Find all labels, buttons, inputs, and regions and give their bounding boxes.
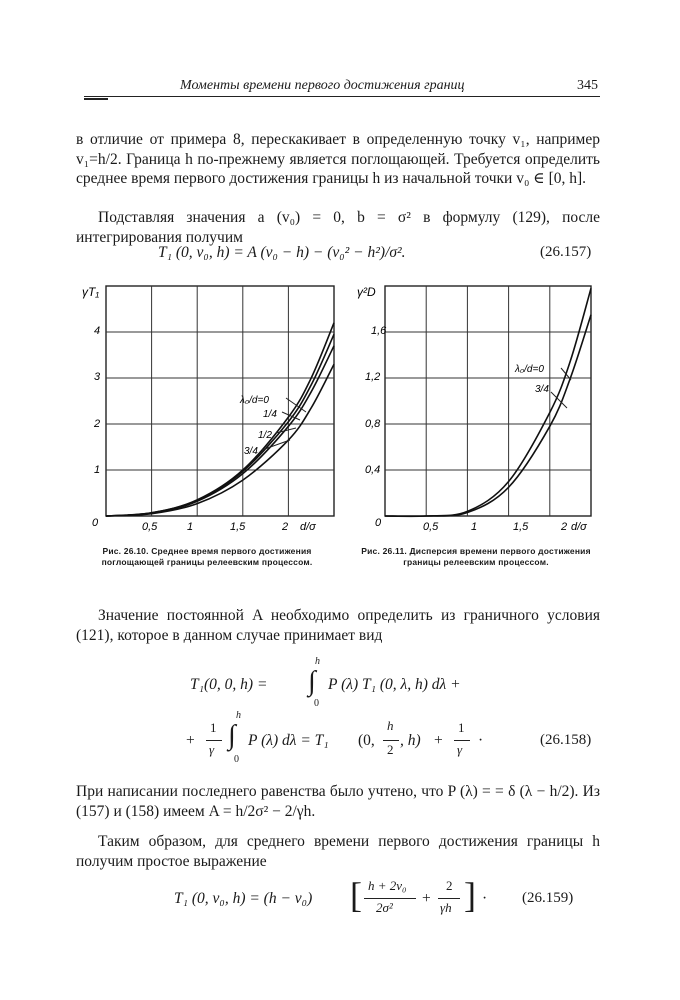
header-rule bbox=[84, 96, 600, 97]
eq158a-right: P (λ) T₁ (0, λ, h) dλ + bbox=[328, 676, 461, 693]
equation-157-number: (26.157) bbox=[540, 244, 592, 260]
fig2-ytick-4: 1,6 bbox=[371, 325, 387, 337]
fig2-ytick-3: 1,2 bbox=[365, 371, 381, 383]
fig2-xtick-2: 1 bbox=[471, 521, 478, 533]
eq159-bar1 bbox=[364, 898, 416, 899]
eq159-lbracket: [ bbox=[350, 875, 362, 915]
paragraph-2: Подставляя значения a (v₀) = 0, b = σ² в формулу (129), после интегрирования получим bbox=[76, 209, 600, 246]
figure-26-11-caption: Рис. 26.11. Дисперсия времени первого достижения границы релеевским процессом. bbox=[361, 546, 591, 567]
fig2-xtick-4: 2 bbox=[561, 521, 568, 533]
eq158b-frac-bar bbox=[206, 740, 222, 741]
fig1-xtick-1: 0,5 bbox=[142, 521, 158, 533]
eq159-num2: 2 bbox=[446, 878, 453, 893]
eq158b-frac-num: 1 bbox=[210, 720, 217, 735]
eq158b-int-lower: 0 bbox=[234, 754, 239, 765]
eq158a-left: T₁(0, 0, h) = bbox=[190, 676, 268, 693]
fig2-xtick-0: 0 bbox=[375, 517, 382, 529]
eq158b-open: (0, bbox=[358, 732, 375, 749]
eq158b-frac2-den: γ bbox=[457, 742, 463, 757]
fig2-xtick-5: d/σ bbox=[571, 521, 587, 533]
eq158a-int-upper: h bbox=[315, 656, 320, 667]
fig1-ylabel: γT₁ bbox=[82, 285, 100, 299]
equation-158-line1 bbox=[190, 656, 510, 712]
equation-157: T₁ (0, v₀, h) = A (v₀ − h) − (v₀² − h²)/σ². bbox=[158, 244, 406, 261]
eq159-den2: γh bbox=[440, 900, 452, 915]
eq159-num1: h + 2v₀ bbox=[368, 878, 407, 893]
eq158b-close: , h) bbox=[400, 732, 421, 749]
running-header bbox=[84, 74, 600, 100]
eq158b-plus: + bbox=[186, 732, 195, 749]
fig1-label-1: 1/4 bbox=[263, 409, 277, 420]
eq158b-int-upper: h bbox=[236, 710, 241, 721]
figure-26-11 bbox=[355, 280, 605, 540]
fig2-series-0 bbox=[385, 288, 591, 516]
eq159-rbracket: ] bbox=[464, 875, 476, 915]
eq158a-integral: ∫ bbox=[308, 666, 316, 697]
fig2-xtick-3: 1,5 bbox=[513, 521, 529, 533]
paragraph-3: Значение постоянной A необходимо определить из граничного условия (121), которое в данном случае принимает вид bbox=[76, 607, 600, 644]
eq159-plus: + bbox=[422, 890, 431, 907]
fig2-ylabel: γ²D bbox=[357, 285, 376, 299]
eq158b-frac2-num: 1 bbox=[458, 720, 465, 735]
fig2-curves bbox=[385, 288, 591, 516]
eq158b-mid: P (λ) dλ = T₁ bbox=[248, 732, 329, 749]
fig2-xtick-1: 0,5 bbox=[423, 521, 439, 533]
eq158b-h-num: h bbox=[387, 718, 394, 733]
figure-26-10 bbox=[80, 280, 350, 540]
header-mark bbox=[84, 98, 108, 100]
fig1-ytick-1: 1 bbox=[94, 464, 101, 476]
eq158b-frac2-bar bbox=[454, 740, 470, 741]
eq159-dot: · bbox=[482, 890, 488, 907]
eq158b-h-den: 2 bbox=[387, 742, 394, 757]
fig1-ytick-3: 3 bbox=[94, 371, 101, 383]
eq158b-dot: · bbox=[478, 732, 484, 749]
equation-159 bbox=[174, 876, 494, 926]
equation-158-number: (26.158) bbox=[540, 732, 592, 748]
fig1-series-3 bbox=[106, 364, 334, 516]
fig1-label-0: λ₀/d=0 bbox=[240, 395, 269, 406]
fig1-xtick-3: 1,5 bbox=[230, 521, 246, 533]
fig1-xtick-5: d/σ bbox=[300, 521, 316, 533]
fig2-ytick-1: 0,4 bbox=[365, 464, 381, 476]
eq159-bar2 bbox=[438, 898, 460, 899]
fig1-label-2: 1/2 bbox=[258, 430, 272, 441]
paragraph-4: При написании последнего равенства было учтено, что P (λ) = = δ (λ − h/2). Из (157) и (158) имеем A = h/2σ² − 2/γh. bbox=[76, 783, 600, 820]
eq159-left: T₁ (0, v₀, h) = (h − v₀) bbox=[174, 890, 313, 907]
eq159-den1: 2σ² bbox=[376, 900, 393, 915]
figure-26-10-caption: Рис. 26.10. Среднее время первого достижения поглощающей границы релеевским процессом. bbox=[101, 546, 313, 567]
fig1-ytick-4: 4 bbox=[94, 325, 101, 337]
eq158b-frac-den: γ bbox=[209, 742, 215, 757]
fig1-ytick-2: 2 bbox=[94, 418, 101, 430]
eq158b-integral: ∫ bbox=[228, 720, 236, 751]
fig1-label-3: 3/4 bbox=[244, 446, 258, 457]
fig1-series-2 bbox=[106, 346, 334, 516]
fig1-xtick-0: 0 bbox=[92, 517, 99, 529]
fig2-series-1 bbox=[385, 315, 591, 517]
eq158b-h-bar bbox=[383, 740, 399, 741]
paragraph-5: Таким образом, для среднего времени первого достижения границы h получим простое выражение bbox=[76, 833, 600, 870]
fig2-label-0: λ₀/d=0 bbox=[515, 364, 544, 375]
fig1-xtick-2: 1 bbox=[187, 521, 194, 533]
fig2-ytick-2: 0,8 bbox=[365, 418, 381, 430]
equation-159-number: (26.159) bbox=[522, 890, 574, 906]
paragraph-1: в отличие от примера 8, перескакивает в определенную точку v₁, например v₁=h/2. Граница h по-прежнему является поглощающей. Требуется определить среднее время первого достижения границы h из начальной точки v₀ ∈ [0, h]. bbox=[76, 131, 600, 187]
header-title: Моменты времени первого достижения границ bbox=[180, 78, 465, 93]
page-number: 345 bbox=[577, 78, 598, 93]
eq158a-int-lower: 0 bbox=[314, 698, 319, 709]
fig1-xtick-4: 2 bbox=[282, 521, 289, 533]
eq158b-plus2: + bbox=[434, 732, 443, 749]
equation-158-line2 bbox=[186, 712, 496, 774]
fig2-label-1: 3/4 bbox=[535, 384, 549, 395]
